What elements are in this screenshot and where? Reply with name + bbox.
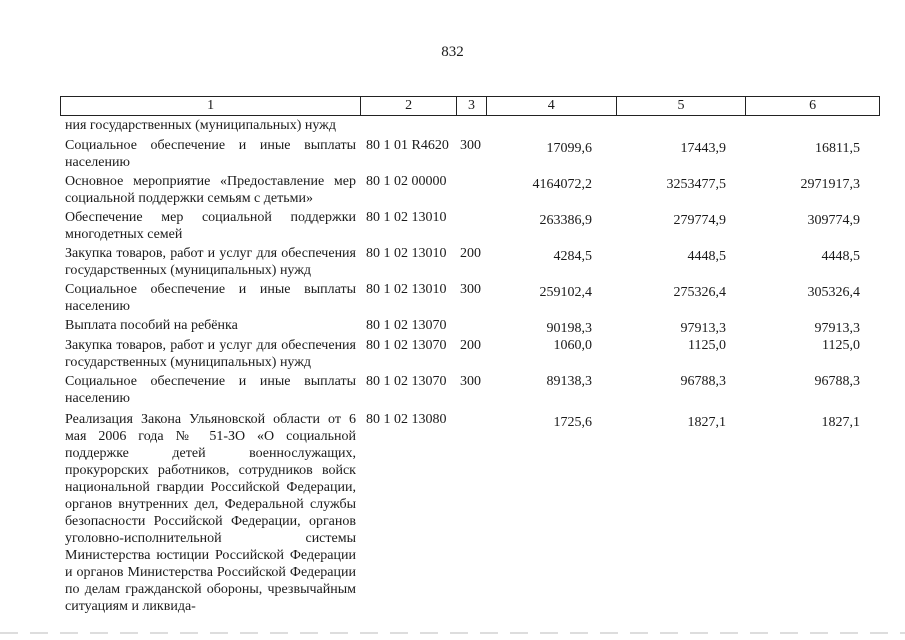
- row-type: [456, 317, 486, 337]
- row-value-6: 1827,1: [821, 415, 860, 430]
- table-row: [60, 411, 880, 615]
- table-row: [60, 373, 880, 407]
- row-type: 200: [460, 246, 481, 261]
- header-col-6: 6: [745, 97, 879, 115]
- row-value-4: 263386,9: [539, 213, 592, 228]
- header-col-2: 2: [360, 97, 456, 115]
- row-value-4: 4284,5: [553, 249, 592, 264]
- row-value-6: 96788,3: [814, 374, 860, 389]
- row-value-5: 4448,5: [687, 249, 726, 264]
- row-type: 300: [460, 374, 481, 389]
- row-name: Закупка товаров, работ и услуг для обеспечения государственных (муниципальных) нужд: [65, 246, 356, 278]
- row-value-4: 259102,4: [539, 285, 592, 300]
- row-value-5: 96788,3: [680, 374, 726, 389]
- row-type: [456, 173, 486, 207]
- table-row: [60, 245, 880, 279]
- row-value-5: 1827,1: [687, 415, 726, 430]
- row-value-4: 90198,3: [546, 321, 592, 336]
- row-value-5: 3253477,5: [666, 177, 726, 192]
- table-row: [60, 317, 880, 337]
- row-name: ния государственных (муниципальных) нужд: [65, 118, 336, 133]
- row-value-6: 16811,5: [815, 141, 860, 156]
- row-code: 80 1 02 00000: [366, 174, 447, 189]
- row-code: 80 1 02 13080: [366, 412, 447, 427]
- row-value-4: 1060,0: [553, 338, 592, 353]
- row-value-5: 97913,3: [680, 321, 726, 336]
- row-code: 80 1 02 13070: [366, 374, 447, 389]
- row-value-5: 275326,4: [673, 285, 726, 300]
- row-name: Основное мероприятие «Предоставление мер социальной поддержки семьям с детьми»: [65, 174, 356, 206]
- row-value-6: 309774,9: [807, 213, 860, 228]
- header-col-3: 3: [456, 97, 486, 115]
- page-number: 832: [441, 44, 464, 60]
- row-code: 80 1 02 13010: [366, 282, 447, 297]
- row-value-4: 89138,3: [546, 374, 592, 389]
- row-name: Закупка товаров, работ и услуг для обеспечения государственных (муниципальных) нужд: [65, 338, 356, 370]
- row-value-4: 1725,6: [553, 415, 592, 430]
- row-code: 80 1 02 13070: [366, 338, 447, 353]
- row-value-5: 1125,0: [688, 338, 726, 353]
- row-type: [456, 411, 486, 615]
- row-name: Социальное обеспечение и иные выплаты населению: [65, 282, 356, 314]
- table-row: [60, 281, 880, 315]
- row-name: Социальное обеспечение и иные выплаты населению: [65, 138, 356, 170]
- table-row: [60, 209, 880, 243]
- table-header: [60, 96, 880, 116]
- row-name: Социальное обеспечение и иные выплаты населению: [65, 374, 356, 406]
- row-value-6: 4448,5: [821, 249, 860, 264]
- row-value-6: 97913,3: [814, 321, 860, 336]
- row-code: 80 1 02 13010: [366, 210, 447, 225]
- row-name: Обеспечение мер социальной поддержки многодетных семей: [65, 210, 356, 242]
- table-row: [60, 137, 880, 171]
- row-value-6: 2971917,3: [800, 177, 860, 192]
- row-name: Выплата пособий на ребёнка: [65, 318, 238, 333]
- row-value-4: 17099,6: [546, 141, 592, 156]
- row-type: [456, 209, 486, 243]
- header-col-5: 5: [616, 97, 746, 115]
- row-value-4: 4164072,2: [532, 177, 592, 192]
- row-type: 200: [460, 338, 481, 353]
- row-type: 300: [460, 138, 481, 153]
- row-value-6: 305326,4: [807, 285, 860, 300]
- row-code: 80 1 02 13010: [366, 246, 447, 261]
- row-value-5: 17443,9: [680, 141, 726, 156]
- row-name: Реализация Закона Ульяновской области от 6 мая 2006 года № 51-ЗО «О социальной поддержке детей военнослужащих, прокурорских работников, сотрудников войск национальной гвардии Российской Федерации, органов внутренних дел, Федеральной службы безопасности Российской Федерации, органов уголовно-исполнительной системы Министерства юстиции Российской Федерации и органов Министерства Российской Федерации по делам гражданской обороны, чрезвычайным ситуациям и ликвида-: [65, 412, 356, 614]
- header-col-4: 4: [486, 97, 616, 115]
- table-row: [60, 173, 880, 207]
- row-type: 300: [460, 282, 481, 297]
- table-body: [60, 117, 880, 615]
- table-row: [60, 117, 880, 134]
- header-col-1: 1: [207, 98, 215, 113]
- table-row: [60, 337, 880, 371]
- scan-edge-artifact: [0, 632, 905, 634]
- row-value-5: 279774,9: [673, 213, 726, 228]
- row-value-6: 1125,0: [822, 338, 860, 353]
- row-code: 80 1 01 R4620: [366, 138, 449, 153]
- row-code: 80 1 02 13070: [366, 318, 447, 333]
